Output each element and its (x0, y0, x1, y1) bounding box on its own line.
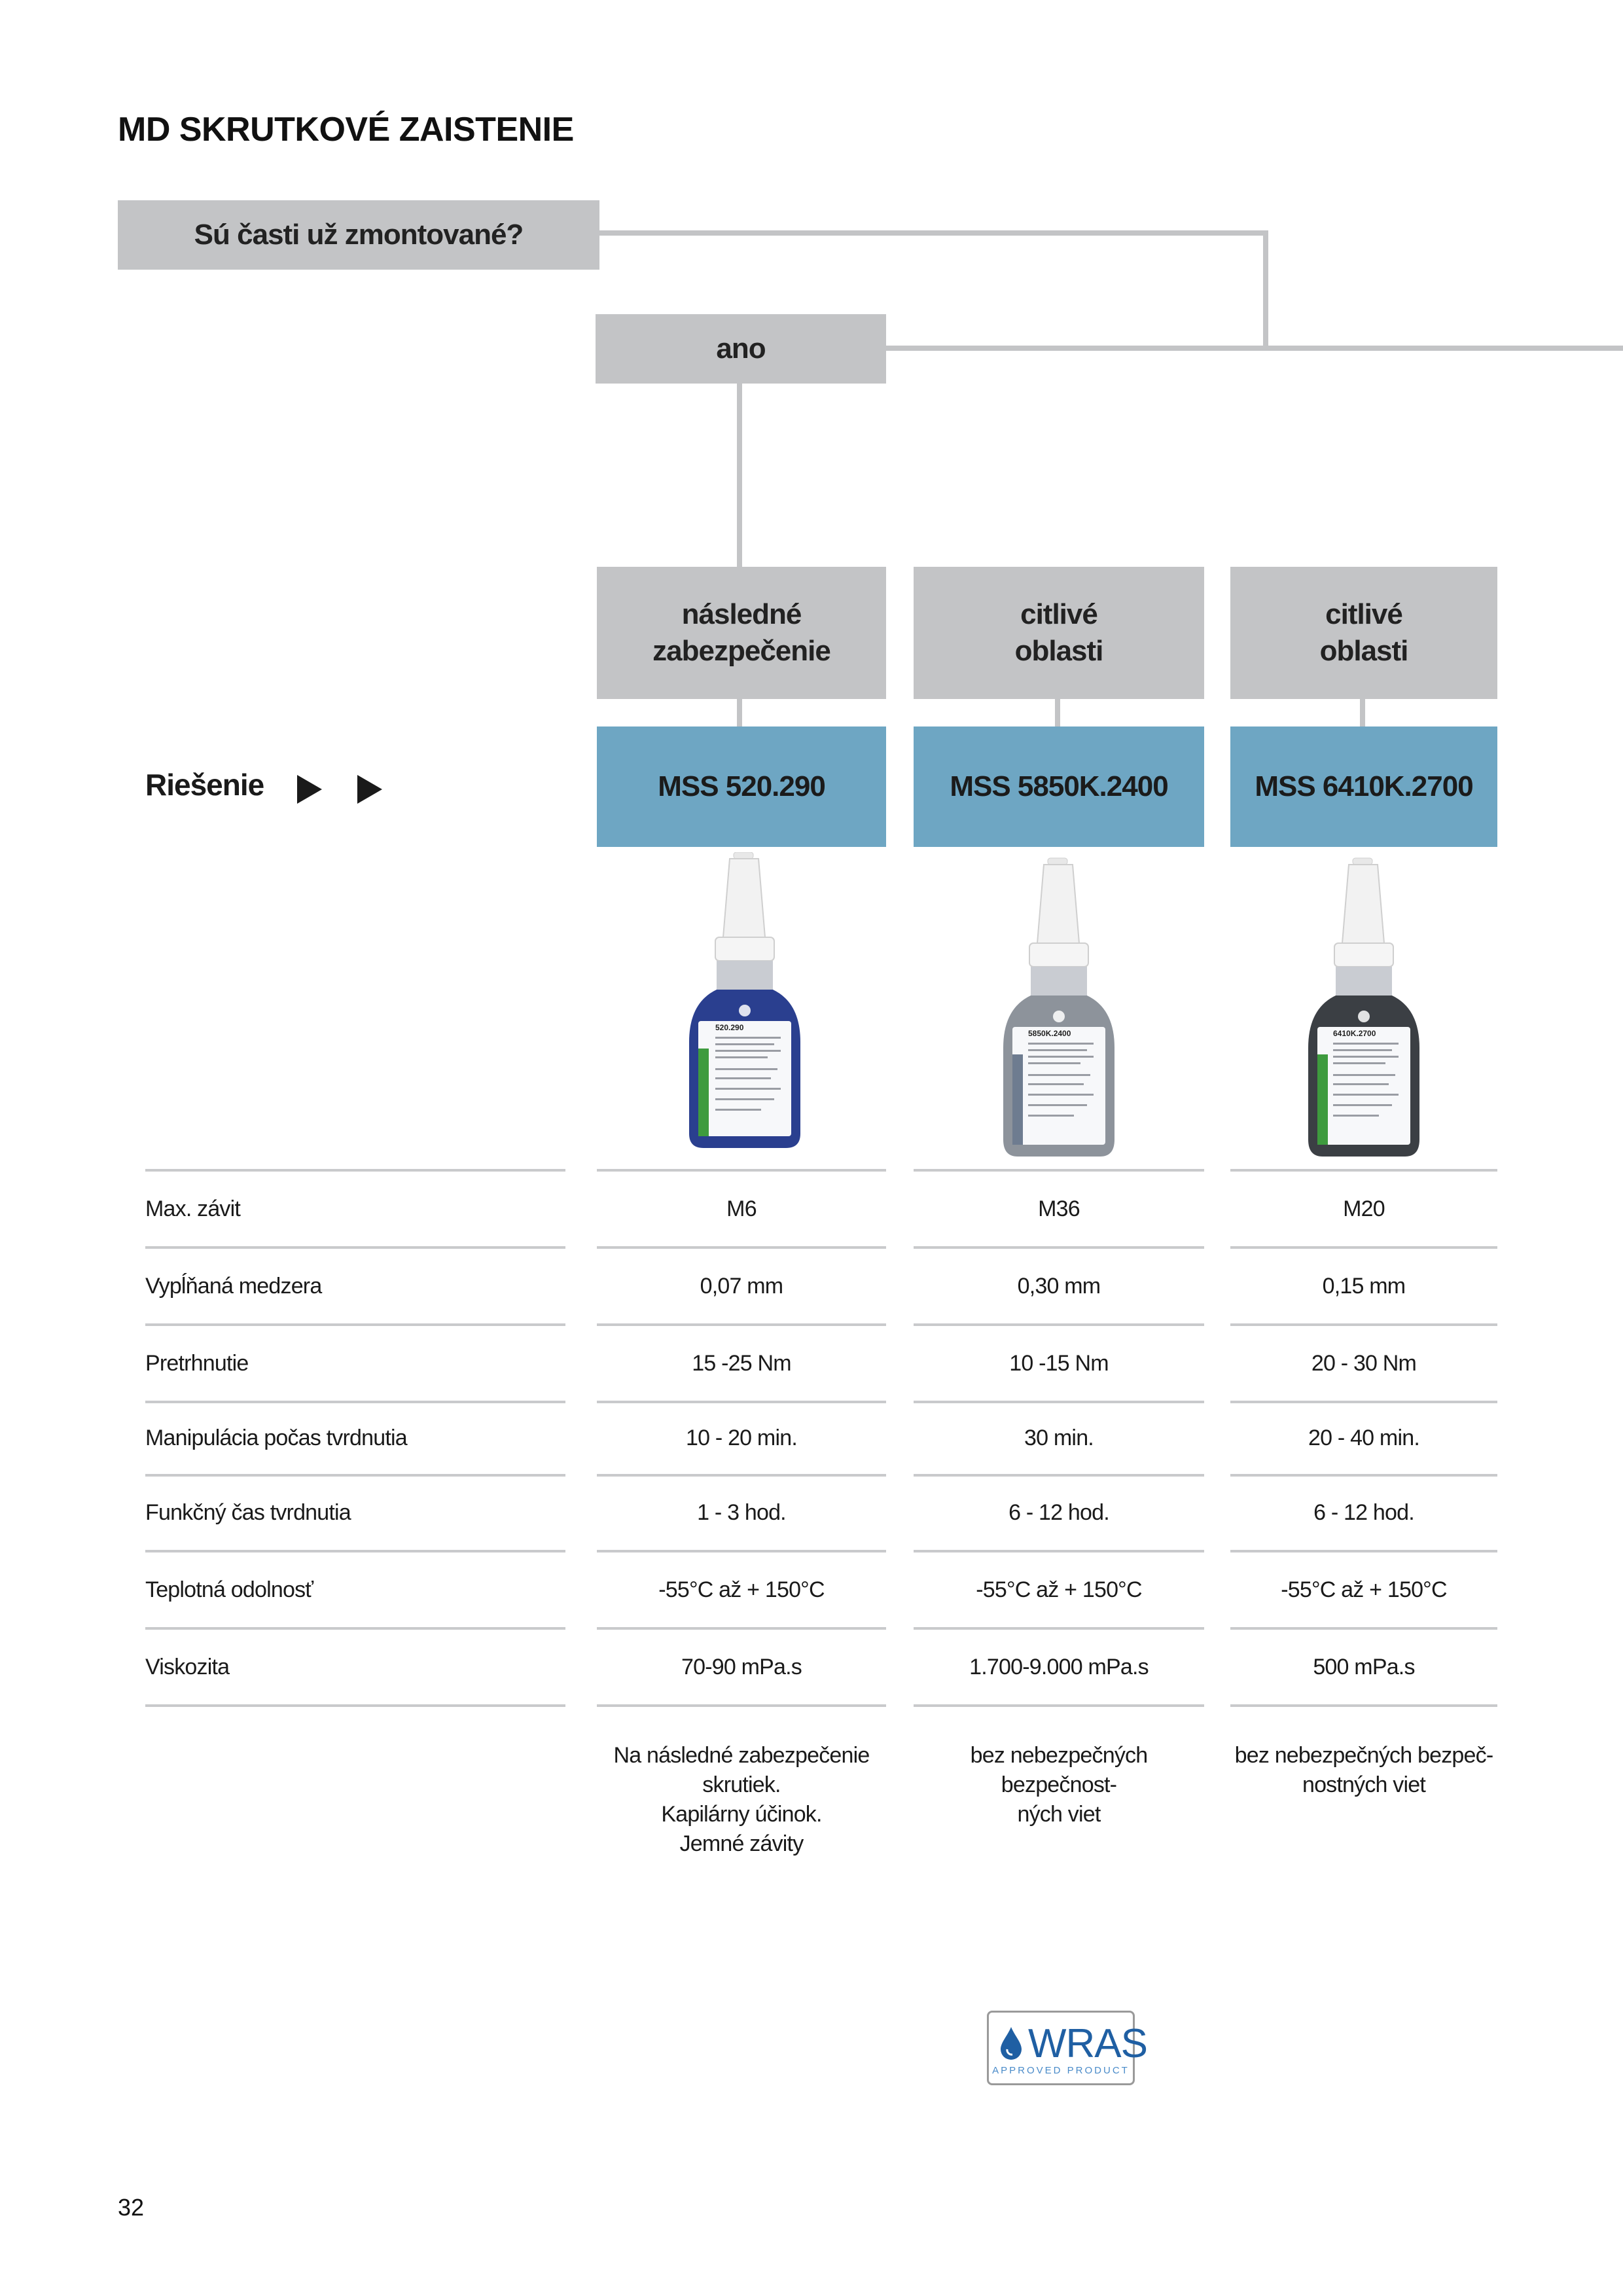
row-label-max-thread: Max. závit (145, 1196, 241, 1221)
wras-badge (987, 2011, 1147, 2085)
table-separator (1230, 1169, 1497, 1172)
table-separator (145, 1401, 565, 1403)
answer-text: ano (716, 332, 766, 365)
cell-max-thread-2: M36 (1038, 1196, 1080, 1221)
category-3-line1: citlivé (1325, 598, 1402, 630)
table-separator (914, 1627, 1204, 1630)
page-title: MD SKRUTKOVÉ ZAISTENIE (118, 111, 574, 149)
note-column-1 (597, 1741, 886, 1859)
connector-cat3-down (1360, 698, 1365, 728)
note-2-line: bez nebezpečných bezpečnost- (970, 1743, 1148, 1797)
cell-temperature-2: -55°C až + 150°C (976, 1577, 1142, 1602)
table-separator (597, 1474, 886, 1477)
product-bottle-2 (997, 855, 1121, 1165)
question-text: Sú časti už zmontované? (194, 219, 524, 251)
table-separator (914, 1323, 1204, 1326)
table-separator (914, 1474, 1204, 1477)
table-separator (1230, 1627, 1497, 1630)
cell-max-thread-3: M20 (1343, 1196, 1385, 1221)
category-3-line2: oblasti (1319, 635, 1408, 667)
product-bottle-3 (1302, 855, 1426, 1165)
connector-cat2-down (1055, 698, 1060, 728)
product-bottle-1 (683, 852, 807, 1153)
cell-functional-cure-1: 1 - 3 hod. (697, 1500, 786, 1525)
table-separator (145, 1246, 565, 1249)
row-label-handling: Manipulácia počas tvrdnutia (145, 1426, 407, 1450)
cell-breakaway-1: 15 -25 Nm (692, 1351, 791, 1376)
arrow-right-icon (297, 775, 322, 804)
cell-gap-3: 0,15 mm (1322, 1274, 1406, 1299)
cell-viscosity-2: 1.700-9.000 mPa.s (969, 1655, 1149, 1679)
row-label-viscosity: Viskozita (145, 1655, 230, 1679)
cell-breakaway-3: 20 - 30 Nm (1311, 1351, 1417, 1376)
table-separator (1230, 1704, 1497, 1707)
cell-viscosity-1: 70-90 mPa.s (681, 1655, 802, 1679)
product-3-name: MSS 6410K.2700 (1255, 770, 1473, 802)
cell-temperature-1: -55°C až + 150°C (658, 1577, 825, 1602)
product-2-name: MSS 5850K.2400 (950, 770, 1168, 802)
row-label-functional-cure: Funkčný čas tvrdnutia (145, 1500, 351, 1525)
table-separator (914, 1246, 1204, 1249)
product-1-name: MSS 520.290 (658, 770, 825, 802)
cell-handling-1: 10 - 20 min. (686, 1426, 797, 1450)
table-separator (145, 1169, 565, 1172)
product-box-2 (914, 726, 1204, 847)
note-1-line: skrutiek. (702, 1772, 781, 1797)
table-separator (597, 1246, 886, 1249)
category-2-line2: oblasti (1014, 635, 1103, 667)
wras-name: WRAS (1028, 2021, 1147, 2066)
connector-vertical-right (1263, 230, 1268, 348)
page-number: 32 (118, 2194, 145, 2221)
note-column-2 (914, 1741, 1204, 1829)
note-2-line: ných viet (1017, 1802, 1101, 1827)
cell-temperature-3: -55°C až + 150°C (1281, 1577, 1447, 1602)
cell-breakaway-2: 10 -15 Nm (1009, 1351, 1109, 1376)
table-separator (597, 1169, 886, 1172)
table-separator (1230, 1550, 1497, 1552)
note-column-3 (1230, 1741, 1497, 1800)
table-separator (145, 1323, 565, 1326)
table-separator (914, 1550, 1204, 1552)
cell-viscosity-3: 500 mPa.s (1313, 1655, 1415, 1679)
table-separator (1230, 1323, 1497, 1326)
answer-box (596, 314, 886, 384)
category-1-line2: zabezpečenie (652, 635, 830, 667)
cell-functional-cure-2: 6 - 12 hod. (1008, 1500, 1109, 1525)
connector-cat1-down (737, 698, 742, 728)
wras-subtitle: APPROVED PRODUCT (992, 2065, 1130, 2076)
category-box-1 (597, 567, 886, 699)
bottle-1-label: 520.290 (715, 1023, 744, 1032)
category-box-2 (914, 567, 1204, 699)
table-separator (597, 1401, 886, 1403)
table-separator (145, 1474, 565, 1477)
category-box-3 (1230, 567, 1497, 699)
product-box-3 (1230, 726, 1497, 847)
table-separator (597, 1550, 886, 1552)
bottle-3-label: 6410K.2700 (1333, 1029, 1376, 1038)
row-label-breakaway: Pretrhnutie (145, 1351, 249, 1376)
table-separator (1230, 1401, 1497, 1403)
cell-max-thread-1: M6 (726, 1196, 757, 1221)
bottle-2-label: 5850K.2400 (1028, 1029, 1071, 1038)
cell-gap-1: 0,07 mm (700, 1274, 783, 1299)
cell-gap-2: 0,30 mm (1017, 1274, 1101, 1299)
note-3-line: nostných viet (1302, 1772, 1426, 1797)
solution-label: Riešenie (145, 768, 264, 802)
note-1-line: Kapilárny účinok. (661, 1802, 822, 1827)
table-separator (914, 1169, 1204, 1172)
table-separator (597, 1627, 886, 1630)
table-separator (1230, 1246, 1497, 1249)
product-box-1 (597, 726, 886, 847)
cell-handling-3: 20 - 40 min. (1308, 1426, 1419, 1450)
category-2-line1: citlivé (1020, 598, 1097, 630)
connector-question-right (599, 230, 1268, 236)
table-separator (597, 1323, 886, 1326)
table-separator (914, 1401, 1204, 1403)
cell-handling-2: 30 min. (1024, 1426, 1094, 1450)
note-1-line: Jemné závity (679, 1831, 804, 1856)
connector-answer-right (885, 346, 1623, 351)
note-3-line: bez nebezpečných bezpeč- (1234, 1743, 1493, 1768)
cell-functional-cure-3: 6 - 12 hod. (1313, 1500, 1414, 1525)
table-separator (1230, 1474, 1497, 1477)
table-separator (597, 1704, 886, 1707)
water-drop-icon (998, 2026, 1024, 2061)
table-separator (145, 1550, 565, 1552)
table-separator (145, 1704, 565, 1707)
connector-answer-down (737, 382, 742, 567)
table-separator (145, 1627, 565, 1630)
row-label-gap: Vypĺňaná medzera (145, 1274, 322, 1299)
note-1-line: Na následné zabezpečenie (613, 1743, 870, 1768)
arrow-right-icon (357, 775, 382, 804)
category-1-line1: následné (681, 598, 802, 630)
row-label-temperature: Teplotná odolnosť (145, 1577, 313, 1602)
table-separator (914, 1704, 1204, 1707)
question-box (118, 200, 599, 270)
